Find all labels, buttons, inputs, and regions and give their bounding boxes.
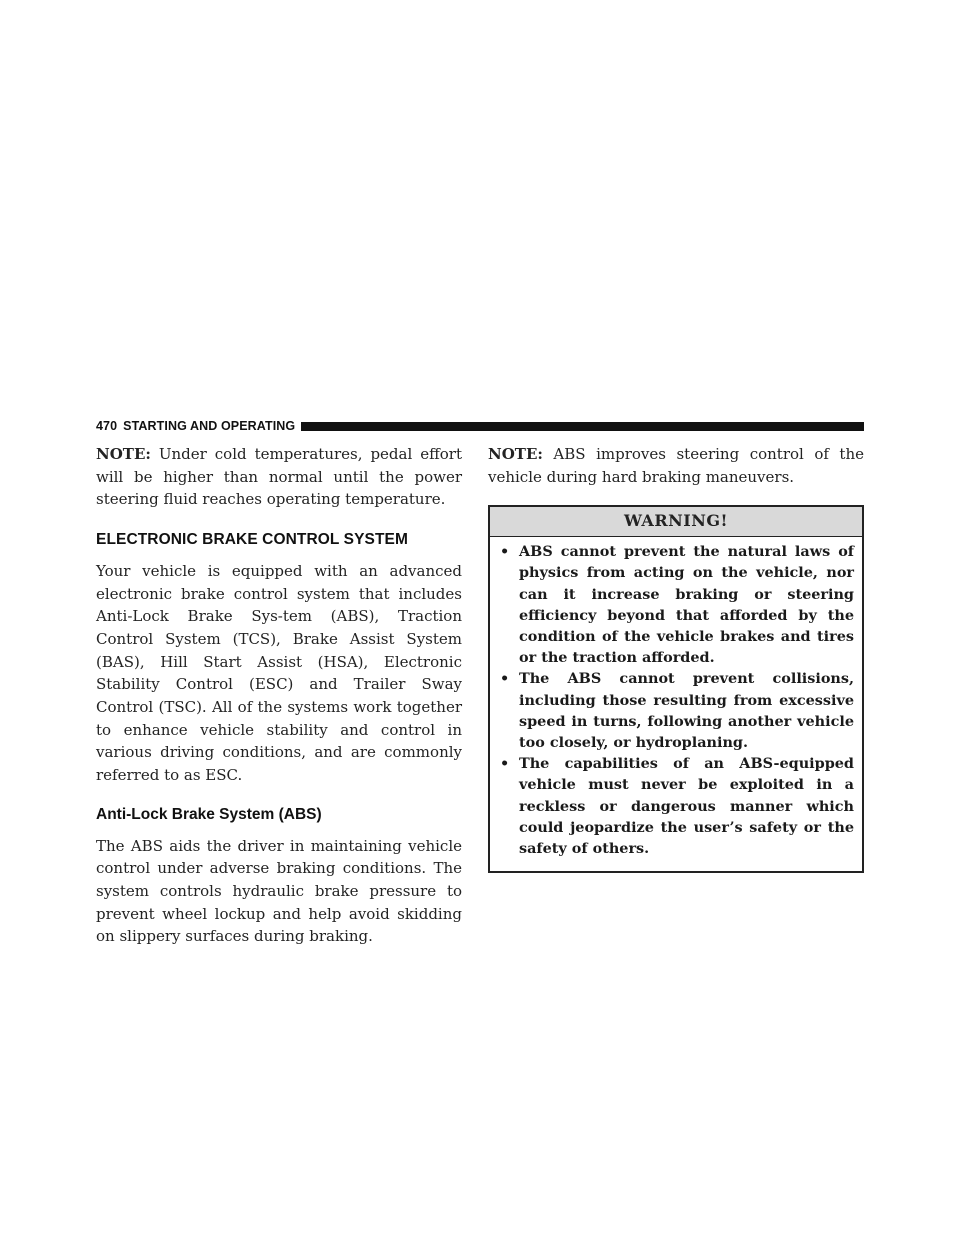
- warning-box: [488, 505, 864, 873]
- warning-list: [490, 537, 862, 871]
- bullet-icon: •: [500, 670, 510, 688]
- note-text: Under cold temperatures, pedal effort will be higher than normal until the power steering fluid reaches operating temperature.: [96, 445, 462, 509]
- left-column: [96, 443, 462, 948]
- warning-item: [498, 541, 854, 668]
- header-label: [96, 419, 301, 433]
- warning-item: [498, 753, 854, 859]
- intro-paragraph: Your vehicle is equipped with an advanced electronic brake control system that includes Anti-Lock Brake Sys-tem (ABS), Traction Control System (TCS), Brake Assist System (BAS), Hill Start Assist (HSA), Electronic Stability Control (ESC) and Trailer Sway Control (TSC). All of the systems work together to enhance vehicle stability and control in various driving conditions, and are commonly referred to as ESC.: [96, 561, 462, 785]
- section-heading: ELECTRONIC BRAKE CONTROL SYSTEM: [96, 531, 408, 549]
- header-rule: [301, 422, 864, 431]
- warning-title: WARNING!: [490, 507, 862, 537]
- note-label: NOTE:: [96, 445, 151, 463]
- section-title: STARTING AND OPERATING: [123, 419, 296, 433]
- note-text: ABS improves steering control of the vehicle during hard braking maneuvers.: [488, 445, 864, 486]
- cold-temperature-note: [96, 443, 462, 511]
- right-column: [488, 443, 864, 873]
- warning-item-text: The ABS cannot prevent collisions, including those resulting from excessive speed in turns, following another vehicle too closely, or hydroplaning.: [519, 670, 854, 751]
- note-label: NOTE:: [488, 445, 543, 463]
- bullet-icon: •: [500, 543, 510, 561]
- abs-note: [488, 443, 864, 488]
- subsection-heading: Anti-Lock Brake System (ABS): [96, 805, 322, 823]
- bullet-icon: •: [500, 755, 510, 773]
- warning-item-text: ABS cannot prevent the natural laws of physics from acting on the vehicle, nor can it increase braking or steering efficiency beyond that afforded by the condition of the vehicle brakes and tires or the traction afforded.: [519, 543, 854, 667]
- page-number: 470: [96, 419, 118, 433]
- warning-item: [498, 668, 854, 753]
- warning-item-text: The capabilities of an ABS-equipped vehicle must never be exploited in a reckless or dangerous manner which could jeopardize the user’s safety or the safety of others.: [519, 755, 854, 857]
- abs-paragraph: The ABS aids the driver in maintaining vehicle control under adverse braking conditions. The system controls hydraulic brake pressure to prevent wheel lockup and help avoid skidding on slippery surfaces during braking.: [96, 836, 462, 946]
- page-header: [96, 419, 864, 433]
